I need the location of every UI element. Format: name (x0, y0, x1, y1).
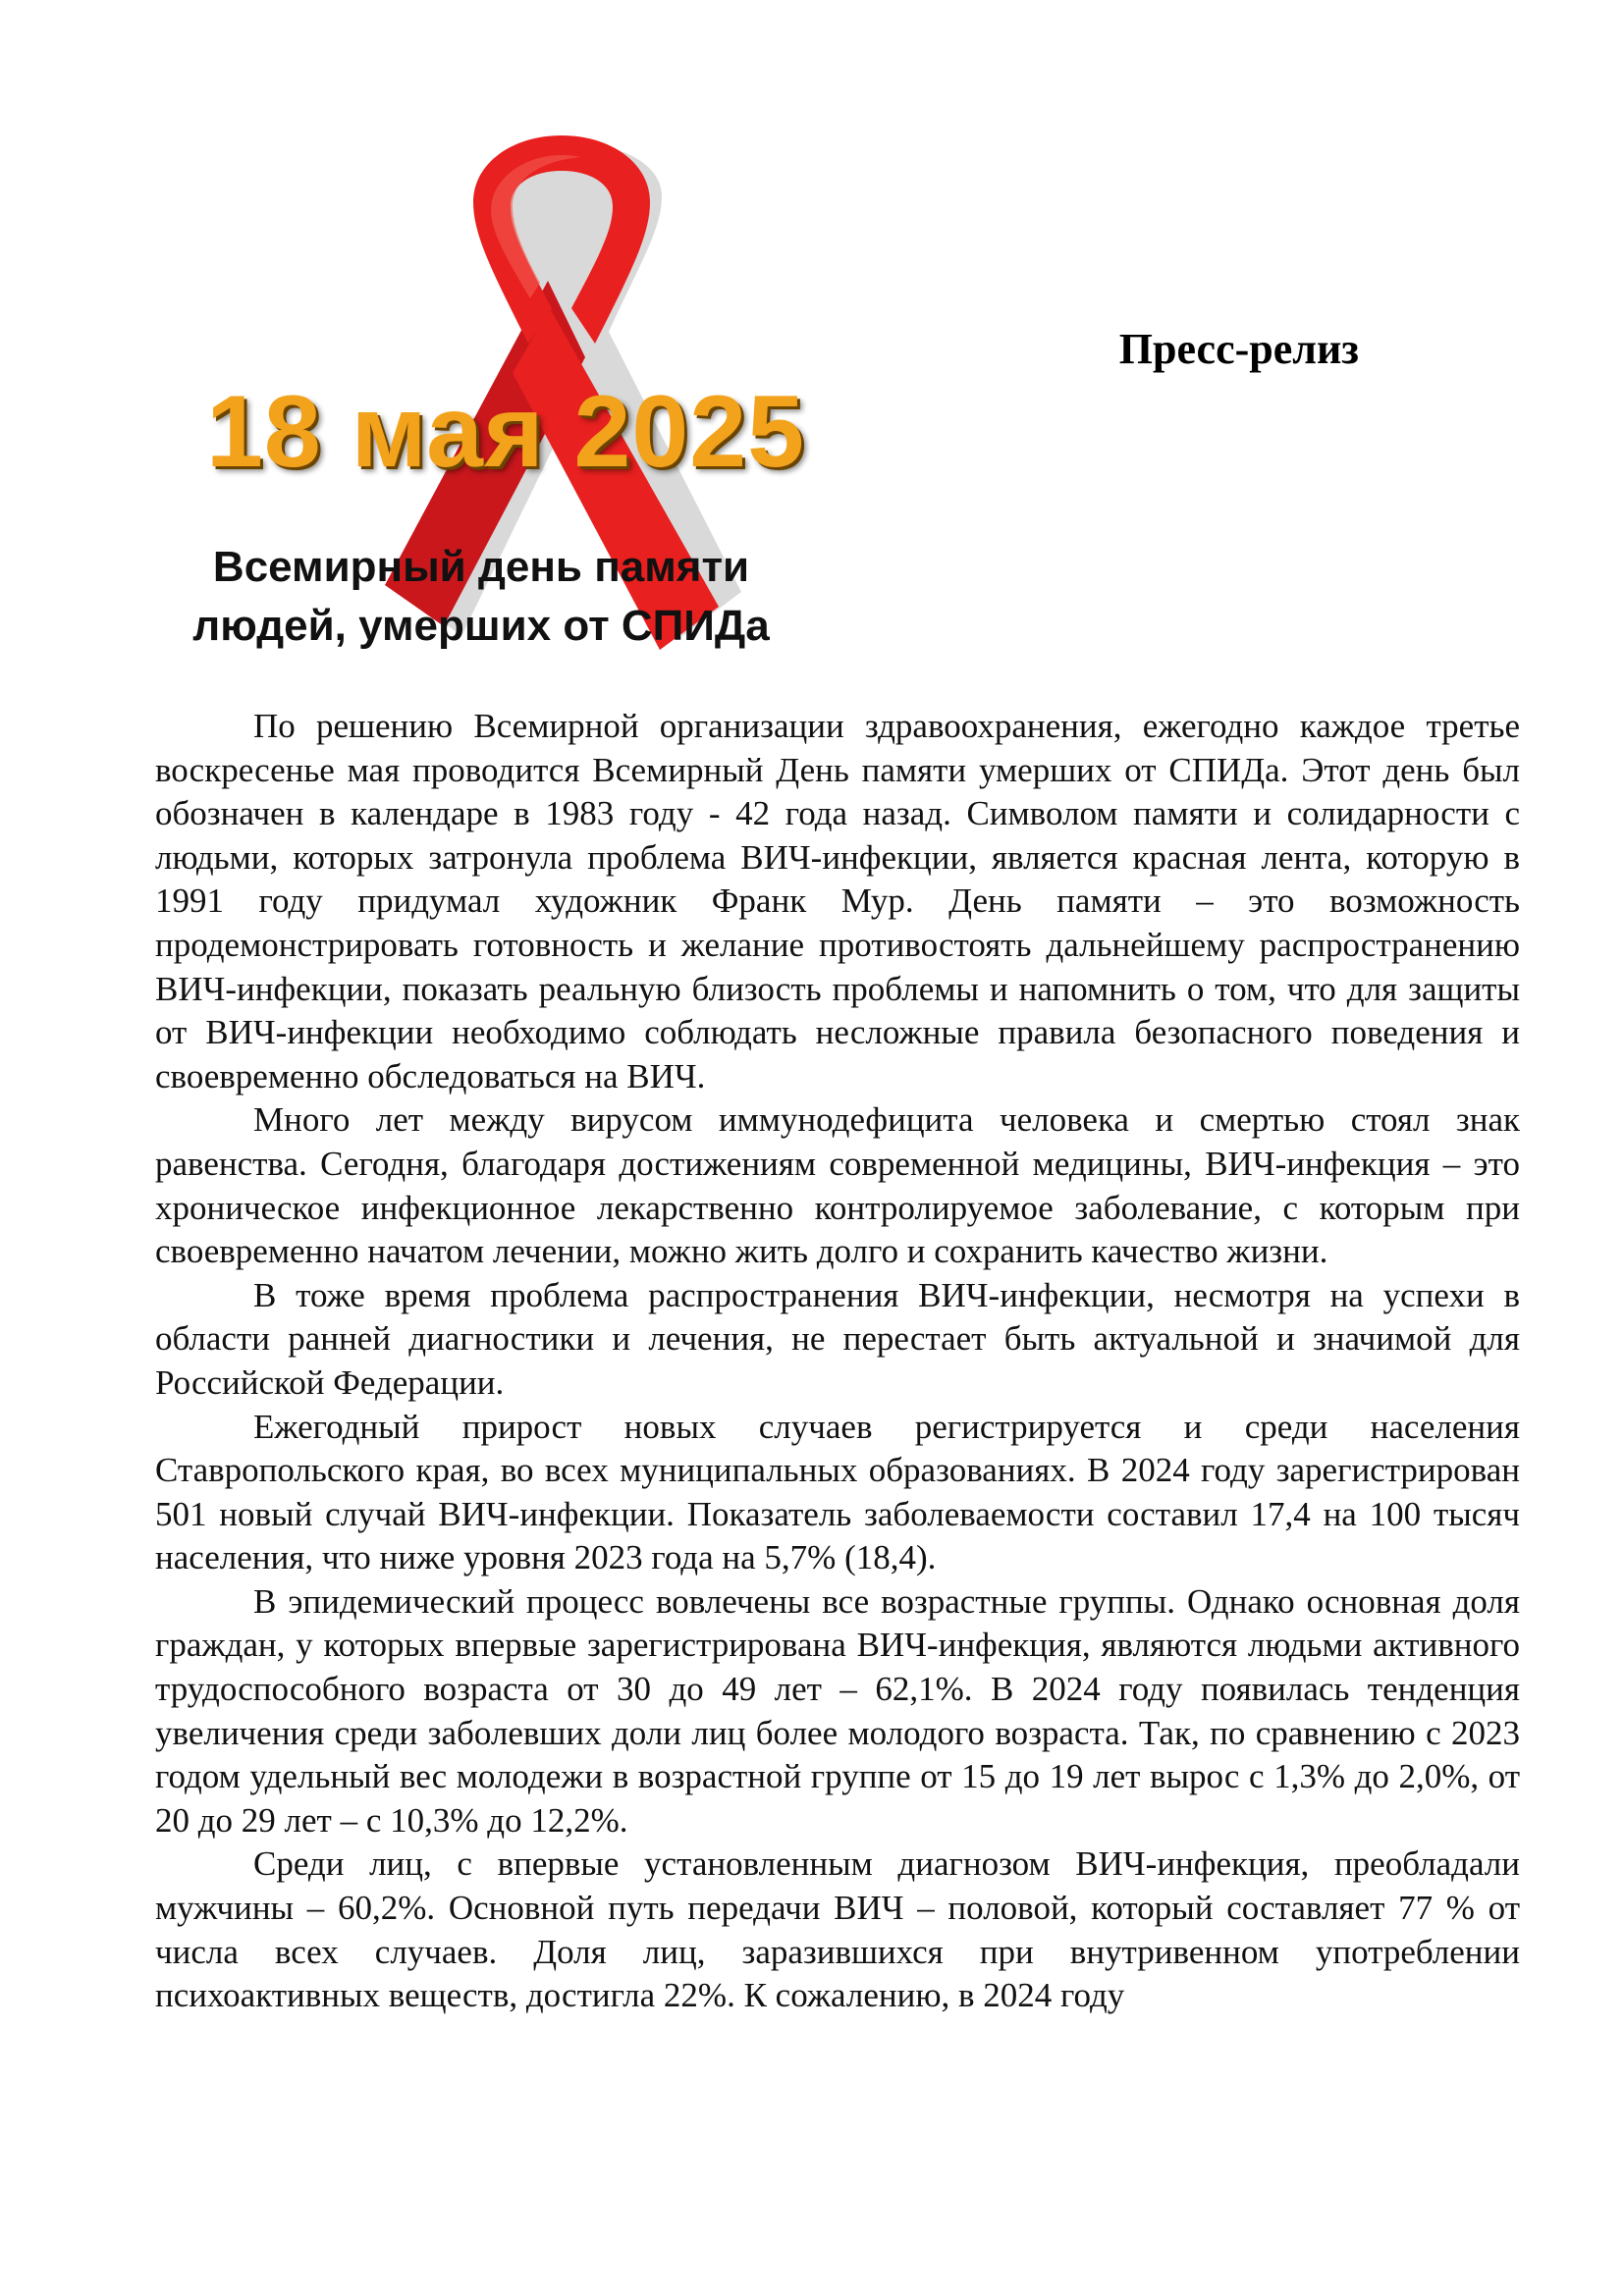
paragraph: Среди лиц, с впервые установленным диагнозом ВИЧ-инфекция, преобладали мужчины – 60,2%. Основной путь передачи ВИЧ – половой, который составляет 77 % от числа всех случаев. Доля лиц, заразившихся при внутривенном употреблении психоактивных веществ, достигла 22%. К сожалению, в 2024 году (155, 1844, 1520, 2015)
paragraph: В тоже время проблема распространения ВИЧ-инфекции, несмотря на успехи в области ранней диагностики и лечения, не перестает быть актуальной и значимой для Российской Федерации. (155, 1275, 1520, 1402)
banner (147, 116, 815, 666)
body-text (155, 705, 1520, 2018)
paragraph: По решению Всемирной организации здравоохранения, ежегодно каждое третье воскресенье мая проводится Всемирный День памяти умерших от СПИДа. Этот день был обозначен в календаре в 1983 году - 42 года назад. Символом памяти и солидарности с людьми, которых затронула проблема ВИЧ-инфекции, является красная лента, которую в 1991 году придумал художник Франк Мур. День памяти – это возможность продемонстрировать готовность и желание противостоять дальнейшему распространению ВИЧ-инфекции, показать реальную близость проблемы и напомнить о том, что для защиты от ВИЧ-инфекции необходимо соблюдать несложные правила безопасного поведения и своевременно обследоваться на ВИЧ. (155, 707, 1520, 1095)
paragraph: В эпидемический процесс вовлечены все возрастные группы. Однако основная доля граждан, у которых впервые зарегистрирована ВИЧ-инфекция, являются людьми активного трудоспособного возраста от 30 до 49 лет – 62,1%. В 2024 году появилась тенденция увеличения среди заболевших доли лиц более молодого возраста. Так, по сравнению с 2023 годом удельный вес молодежи в возрастной группе от 15 до 19 лет вырос с 1,3% до 2,0%, от 20 до 29 лет – с 10,3% до 12,2%. (155, 1581, 1520, 1840)
event-title-line-1: Всемирный день памяти (212, 543, 750, 591)
press-release-label: Пресс-релиз (1118, 325, 1359, 373)
event-date: 18 мая 2025 (206, 375, 805, 489)
paragraph: Ежегодный прирост новых случаев регистрируется и среди населения Ставропольского края, во всех муниципальных образованиях. В 2024 году зарегистрирован 501 новый случай ВИЧ-инфекции. Показатель заболеваемости составил 17,4 на 100 тысяч населения, что ниже уровня 2023 года на 5,7% (18,4). (155, 1407, 1520, 1577)
event-title (147, 538, 815, 656)
paragraph: Много лет между вирусом иммунодефицита человека и смертью стоял знак равенства. Сегодня, благодаря достижениям современной медицины, ВИЧ-инфекция – это хроническое инфекционное лекарственно контролируемое заболевание, с которым при своевременно начатом лечении, можно жить долго и сохранить качество жизни. (155, 1100, 1520, 1271)
event-title-line-2: людей, умерших от СПИДа (192, 602, 770, 650)
